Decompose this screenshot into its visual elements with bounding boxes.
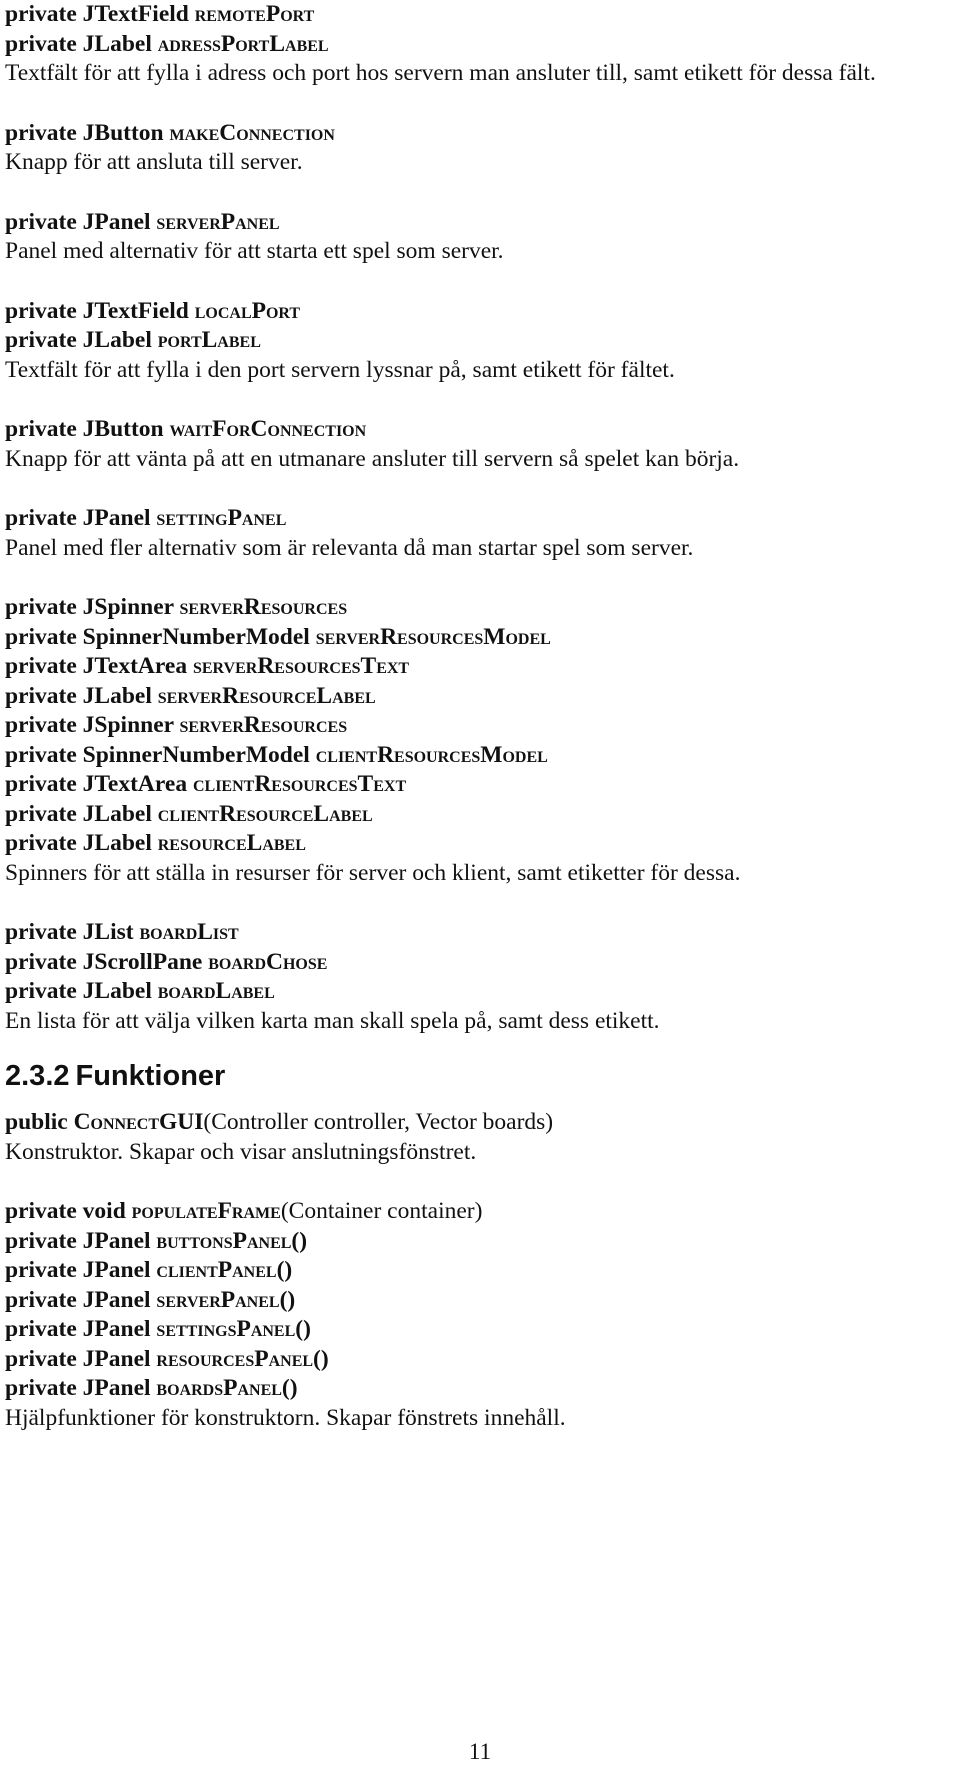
field-name: adressPortLabel [157, 30, 329, 57]
field-name: clientResourcesText [192, 771, 407, 797]
field-name: serverResources [179, 712, 348, 738]
function-args: (Container container) [280, 1198, 483, 1224]
field-declaration: private JLabel serverResourceLabel [5, 682, 376, 709]
field-name: clientResourcesModel [315, 741, 548, 768]
field-name: remotePort [194, 1, 315, 27]
field-block-server-panel [5, 208, 945, 267]
field-name: settingPanel [156, 505, 287, 531]
function-signature: private JPanel buttonsPanel() [5, 1227, 308, 1254]
function-args: (Controller controller, Vector boards) [203, 1109, 554, 1135]
field-name: portLabel [157, 327, 261, 353]
field-description: Knapp för att ansluta till server. [5, 149, 303, 175]
field-declaration: private JTextArea clientResourcesText [5, 771, 407, 797]
field-block-setting-panel [5, 504, 945, 563]
field-declaration: private SpinnerNumberModel serverResourcesModel [5, 623, 551, 650]
field-description: Spinners för att ställa in resurser för server och klient, samt etiketter för dessa. [5, 859, 741, 886]
function-args: () [295, 1316, 311, 1342]
function-signature: private JPanel serverPanel() [5, 1286, 296, 1313]
field-declaration: private JTextField remotePort [5, 1, 315, 27]
field-block-local-port [5, 297, 945, 386]
field-name: waitForConnection [169, 416, 367, 442]
field-name: makeConnection [169, 119, 335, 146]
field-name: boardChose [208, 948, 328, 975]
field-declaration: private JScrollPane boardChose [5, 948, 328, 975]
field-description: Panel med fler alternativ som är relevanta då man startar spel som server. [5, 534, 694, 561]
function-name: buttonsPanel [156, 1227, 292, 1254]
function-args: () [313, 1345, 329, 1372]
function-description: Konstruktor. Skapar och visar anslutningsfönstret. [5, 1138, 477, 1165]
field-block-make-connection [5, 119, 945, 178]
function-args: () [281, 1375, 298, 1401]
function-signature: private JPanel boardsPanel() [5, 1375, 298, 1401]
field-name: localPort [194, 297, 301, 324]
function-name: resourcesPanel [156, 1345, 314, 1372]
field-description: Panel med alternativ för att starta ett spel som server. [5, 238, 504, 264]
field-declaration: private JPanel settingPanel [5, 505, 287, 531]
function-args: () [276, 1257, 293, 1283]
field-description: Textfält för att fylla i adress och port hos servern man ansluter till, samt etikett för dessa fält. [5, 60, 876, 86]
field-declaration: private JLabel resourceLabel [5, 830, 306, 856]
field-declaration: private JTextArea serverResourcesText [5, 653, 410, 679]
section-number: 2.3.2 [5, 1060, 70, 1092]
field-declaration: private JTextField localPort [5, 297, 301, 324]
field-name: serverPanel [156, 208, 280, 235]
field-name: serverResources [179, 594, 348, 620]
section-heading [5, 1058, 945, 1094]
function-name: populateFrame [131, 1198, 281, 1224]
function-signature: private JPanel settingsPanel() [5, 1316, 311, 1342]
field-declaration: private JLabel clientResourceLabel [5, 800, 373, 827]
field-declaration: private JSpinner serverResources [5, 712, 348, 738]
field-name: boardList [139, 919, 239, 945]
field-block-wait-for-connection [5, 415, 945, 474]
field-declaration: private JList boardList [5, 919, 239, 945]
function-signature: private JPanel clientPanel() [5, 1257, 293, 1283]
function-signature: private void populateFrame(Container container) [5, 1198, 483, 1224]
field-name: serverResourcesModel [315, 623, 551, 650]
function-signature: private JPanel resourcesPanel() [5, 1345, 329, 1372]
field-declaration: private JPanel serverPanel [5, 208, 280, 235]
function-block-constructor [5, 1108, 945, 1167]
field-declaration: private SpinnerNumberModel clientResourcesModel [5, 741, 548, 768]
field-name: clientResourceLabel [157, 800, 373, 827]
page-number: 11 [468, 1739, 492, 1764]
function-block-helpers [5, 1197, 945, 1433]
field-description: Textfält för att fylla i den port servern lyssnar på, samt etikett för fältet. [5, 356, 675, 383]
field-name: serverResourcesText [192, 653, 410, 679]
field-name: boardLabel [157, 978, 275, 1004]
field-block-remote-port [5, 0, 945, 89]
function-args: () [291, 1227, 308, 1254]
function-name: clientPanel [156, 1257, 277, 1283]
function-args: () [279, 1286, 296, 1313]
function-name: ConnectGUI [73, 1109, 204, 1135]
field-declaration: private JButton makeConnection [5, 119, 335, 146]
field-name: serverResourceLabel [157, 682, 376, 709]
field-declaration: private JLabel adressPortLabel [5, 30, 329, 57]
field-description: Knapp för att vänta på att en utmanare ansluter till servern så spelet kan börja. [5, 445, 740, 472]
field-block-resources [5, 593, 945, 888]
field-description: En lista för att välja vilken karta man skall spela på, samt dess etikett. [5, 1007, 660, 1034]
function-signature: public ConnectGUI(Controller controller, Vector boards) [5, 1109, 554, 1135]
field-declaration: private JLabel portLabel [5, 327, 261, 353]
function-name: serverPanel [156, 1286, 280, 1313]
section-title: Funktioner [75, 1060, 226, 1092]
function-name: boardsPanel [156, 1375, 282, 1401]
field-name: resourceLabel [157, 830, 306, 856]
function-description: Hjälpfunktioner för konstruktorn. Skapar fönstrets innehåll. [5, 1404, 566, 1431]
document-page [5, 0, 945, 1433]
field-block-board [5, 918, 945, 1036]
field-declaration: private JSpinner serverResources [5, 594, 348, 620]
field-declaration: private JButton waitForConnection [5, 416, 367, 442]
function-name: settingsPanel [156, 1316, 296, 1342]
field-declaration: private JLabel boardLabel [5, 978, 275, 1004]
